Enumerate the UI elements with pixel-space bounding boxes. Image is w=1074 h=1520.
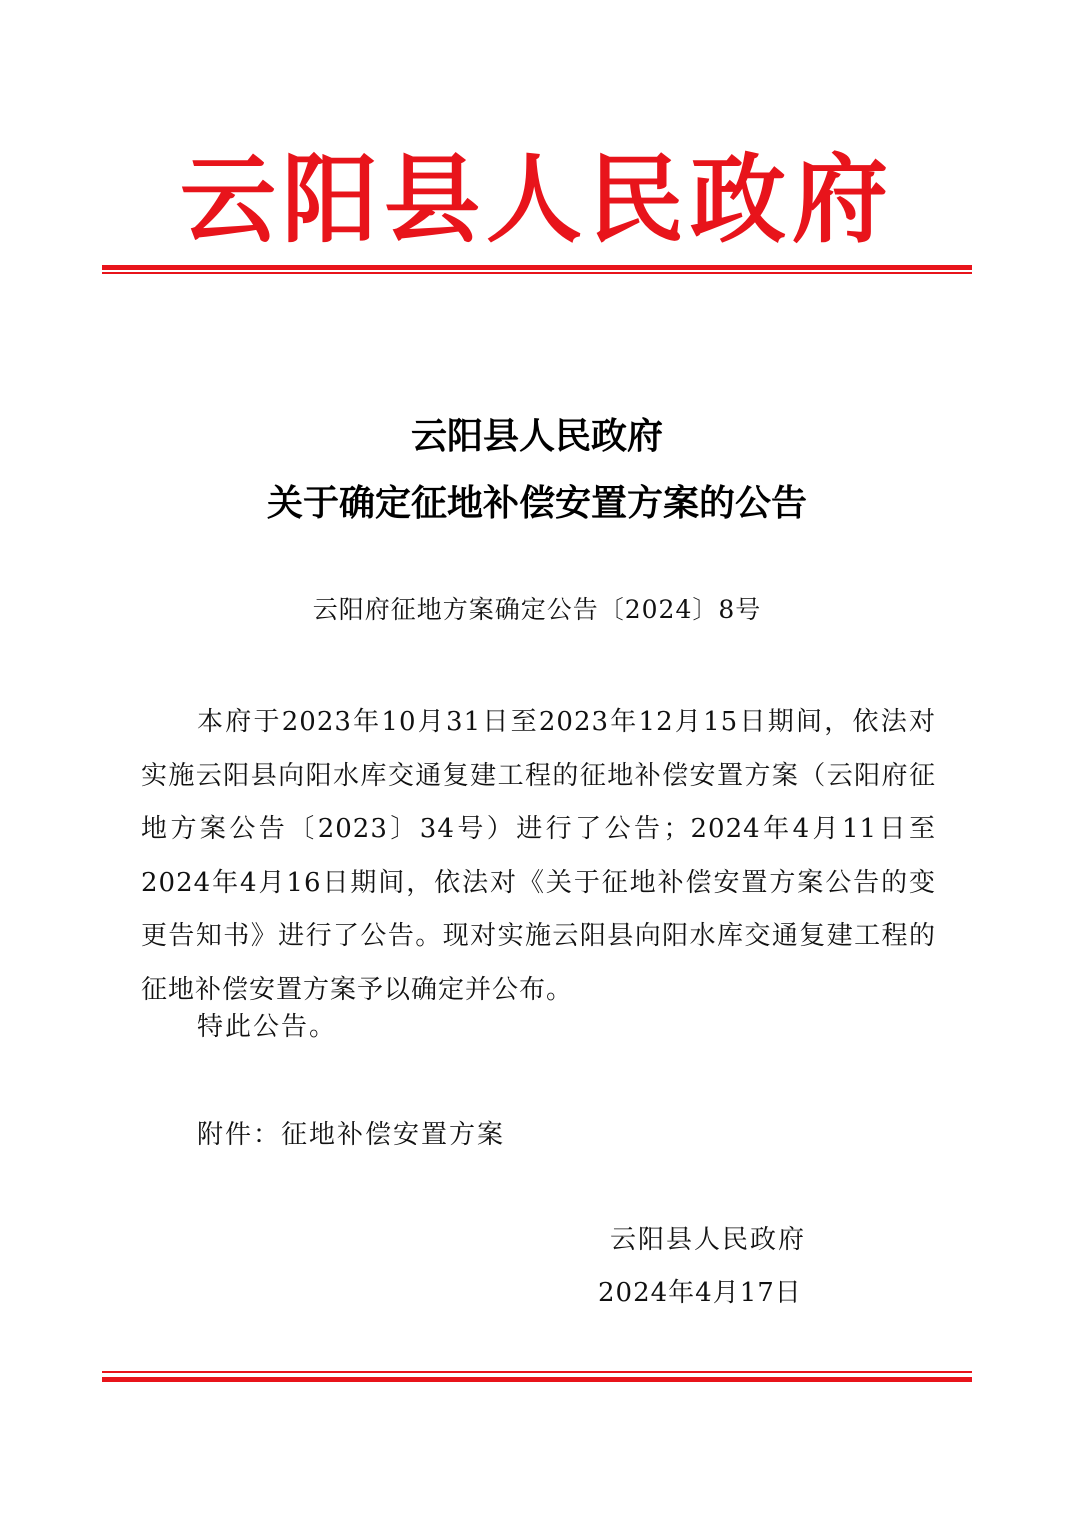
masthead-title: 云阳县人民政府 (180, 143, 894, 256)
masthead-rule-bottom (102, 272, 972, 274)
footer-rule-top (102, 1371, 972, 1373)
attachment-note: 附件：征地补偿安置方案 (197, 1120, 506, 1150)
body-paragraph: 本府于2023年10月31日至2023年12月15日期间，依法对实施云阳县向阳水库交通复建工程的征地补偿安置方案（云阳府征地方案公告〔2023〕34号）进行了公告；2024年4月11日至2024年4月16日期间，依法对《关于征地补偿安置方案公告的变更告知书》进行了公告。现对实施云阳县向阳水库交通复建工程的征地补偿安置方案予以确定并公布。 (141, 707, 936, 1005)
issue-date: 2024年4月17日 (598, 1278, 802, 1308)
masthead-rule-top (102, 265, 972, 270)
closing-text: 特此公告。 (197, 1012, 338, 1042)
document-title-line2: 关于确定征地补偿安置方案的公告 (266, 483, 807, 524)
signer-name: 云阳县人民政府 (610, 1225, 807, 1255)
footer-rule-bottom (102, 1377, 972, 1382)
document-title-line1: 云阳县人民政府 (410, 416, 663, 457)
document-number: 云阳府征地方案确定公告〔2024〕8号 (312, 595, 762, 624)
